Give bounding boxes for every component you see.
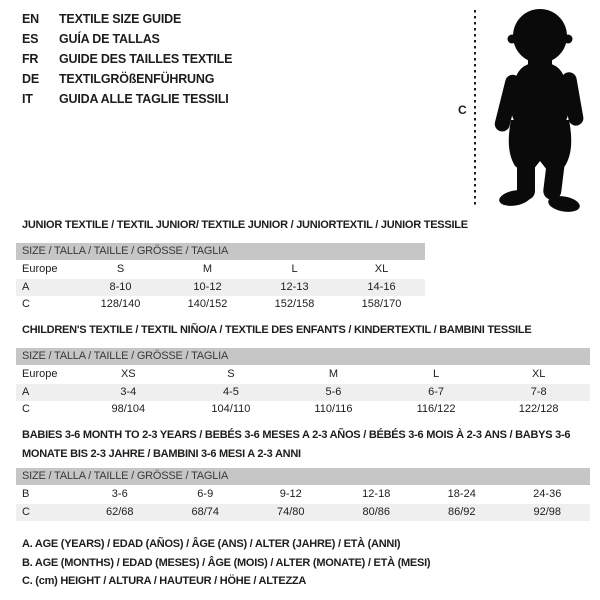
row-label: C — [22, 298, 30, 310]
junior-table-title: JUNIOR TEXTILE / TEXTIL JUNIOR/ TEXTILE JUNIOR / JUNIORTEXTIL / JUNIOR TESSILE — [22, 219, 468, 231]
language-row — [22, 49, 232, 69]
table-cell: 8-10 — [109, 280, 132, 293]
language-row — [22, 69, 232, 89]
baby-figure — [450, 4, 600, 216]
table-cell: XL — [531, 368, 546, 380]
table-row — [16, 296, 425, 314]
row-label: Europe — [22, 368, 58, 380]
table-cell: 140/152 — [187, 298, 228, 310]
row-label: Europe — [22, 263, 58, 275]
note-age-months: B. AGE (MONTHS) / EDAD (MESES) / ÂGE (MOIS) / ALTER (MONATE) / ETÀ (MESI) — [22, 556, 431, 569]
table-cell: 6-9 — [197, 488, 214, 500]
babies-table-section — [16, 426, 590, 521]
table-cell: M — [202, 263, 213, 275]
children-table-section — [16, 323, 590, 419]
table-cell: 152/158 — [274, 298, 315, 310]
row-label: B — [22, 488, 30, 500]
table-cell: 128/140 — [100, 298, 141, 310]
table-cell: S — [227, 368, 235, 380]
table-cell: 98/104 — [111, 403, 146, 415]
table-row — [16, 279, 425, 297]
babies-table-title: BABIES 3-6 MONTH TO 2-3 YEARS / BEBÉS 3-6 MESES A 2-3 AÑOS / BÉBÉS 3-6 MOIS À 2-3 ANS / BABYS 3-6 MONATE BIS 2-3 JAHRE / BAMBINI 3-6 MESI A 2-3 ANNI — [22, 429, 571, 460]
table-cell: S — [116, 263, 125, 275]
junior-table-rows — [16, 261, 425, 314]
table-row — [16, 384, 590, 402]
language-row — [22, 89, 232, 109]
size-header-bar: SIZE / TALLA / TAILLE / GRÖSSE / TAGLIA — [16, 468, 590, 485]
table-cell: 62/68 — [105, 505, 134, 518]
children-table-title: CHILDREN'S TEXTILE / TEXTIL NIÑO/A / TEXTILE DES ENFANTS / KINDERTEXTIL / BAMBINI TESSILE — [22, 324, 532, 336]
table-cell: 74/80 — [276, 505, 305, 518]
row-label: A — [22, 280, 30, 293]
table-cell: 116/122 — [416, 403, 456, 415]
language-title: TEXTILGRÖßENFÜHRUNG — [59, 72, 215, 86]
table-row — [16, 486, 590, 504]
language-code: DE — [22, 72, 39, 86]
table-cell: 10-12 — [193, 280, 222, 293]
table-cell: 14-16 — [367, 280, 396, 293]
language-code: IT — [22, 92, 33, 106]
table-cell: 110/116 — [314, 403, 353, 415]
table-row — [16, 401, 590, 419]
table-cell: XL — [374, 263, 389, 275]
table-row — [16, 366, 590, 384]
table-cell: 12-18 — [362, 488, 391, 500]
table-cell: 3-6 — [111, 488, 128, 500]
language-list — [22, 9, 232, 109]
table-cell: 122/128 — [518, 403, 559, 415]
row-label: A — [22, 385, 30, 398]
note-height-cm: C. (cm) HEIGHT / ALTURA / HAUTEUR / HÖHE / ALTEZZA — [22, 575, 307, 587]
language-code: EN — [22, 12, 39, 26]
table-cell: 24-36 — [533, 488, 562, 500]
table-cell: 86/92 — [447, 505, 476, 518]
language-code: FR — [22, 52, 39, 66]
row-label: C — [22, 505, 30, 518]
table-cell: 7-8 — [530, 385, 547, 398]
table-cell: 104/110 — [211, 403, 251, 415]
footnotes — [22, 535, 430, 591]
size-header-bar: SIZE / TALLA / TAILLE / GRÖSSE / TAGLIA — [16, 348, 590, 365]
table-cell: 68/74 — [191, 505, 220, 518]
size-header-bar: SIZE / TALLA / TAILLE / GRÖSSE / TAGLIA — [16, 243, 425, 260]
language-row — [22, 29, 232, 49]
table-cell: 5-6 — [325, 385, 342, 398]
table-cell: 4-5 — [222, 385, 239, 398]
table-cell: 92/98 — [533, 505, 562, 518]
language-title: GUIDE DES TAILLES TEXTILE — [59, 52, 233, 66]
note-age-years: A. AGE (YEARS) / EDAD (AÑOS) / ÂGE (ANS) / ALTER (JAHRE) / ETÀ (ANNI) — [22, 538, 401, 550]
table-row — [16, 261, 425, 279]
height-measure-label: C — [458, 103, 467, 117]
table-cell: 9-12 — [279, 488, 302, 500]
language-row — [22, 9, 232, 29]
language-title: GUÍA DE TALLAS — [59, 32, 160, 46]
table-cell: 3-4 — [120, 385, 137, 398]
table-cell: M — [328, 368, 339, 380]
junior-table-section — [16, 218, 468, 314]
language-title: GUIDA ALLE TAGLIE TESSILI — [59, 92, 229, 106]
table-cell: 80/86 — [362, 505, 391, 518]
table-cell: L — [433, 368, 440, 380]
table-cell: 12-13 — [280, 280, 309, 293]
language-title: TEXTILE SIZE GUIDE — [59, 12, 182, 26]
table-row — [16, 504, 590, 522]
row-label: C — [22, 403, 30, 415]
babies-table-rows — [16, 486, 590, 521]
children-table-rows — [16, 366, 590, 419]
table-cell: 6-7 — [428, 385, 445, 398]
table-cell: 158/170 — [361, 298, 402, 310]
table-cell: XS — [120, 368, 136, 380]
table-cell: L — [291, 263, 298, 275]
baby-silhouette-icon — [493, 9, 584, 214]
table-cell: 18-24 — [447, 488, 476, 500]
language-code: ES — [22, 32, 39, 46]
